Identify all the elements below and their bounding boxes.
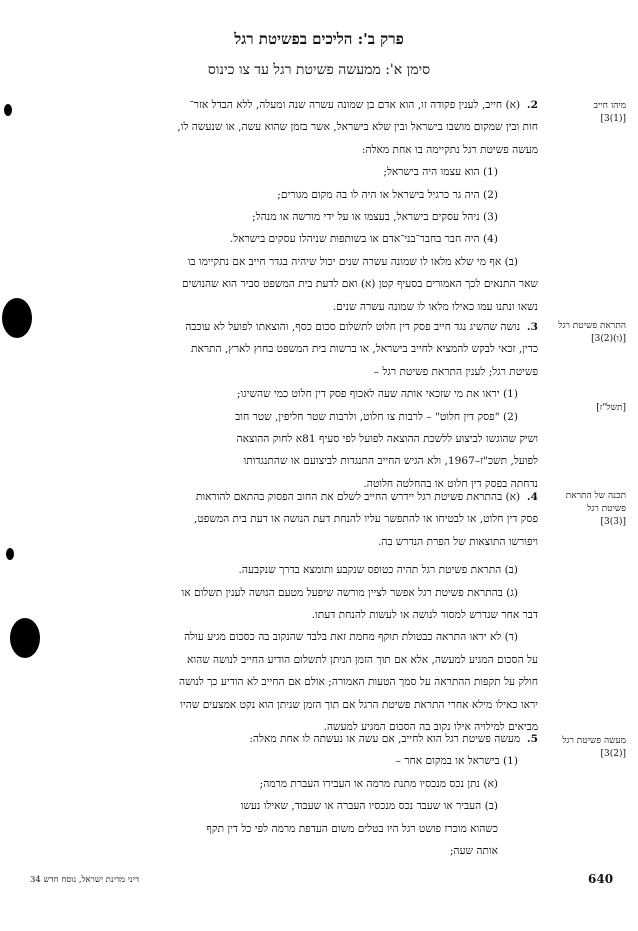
- section-2-item: (1) הוא עצמו היה בישראל;: [383, 166, 498, 179]
- section-3: [36, 316, 538, 495]
- section-4-a-line: 4. (א) בהתראת פשיטת רגל יידרש החייב לשלם את החוב הפסוק בהתאם להוראות: [195, 491, 538, 503]
- section-4-d-line: יראו כאילו מילא אחרי התראת פשיטת הרגל אם תוך הזמן שניתן הוא נקט אמצעים שהיו: [180, 698, 538, 711]
- punch-hole-mark: [10, 618, 40, 658]
- scan-mark: [6, 548, 14, 560]
- section-3-item-line: נדחתה בפסק דין חלוט או בהחלטה חלוטה.: [363, 477, 538, 490]
- section-4: [36, 486, 538, 738]
- section-2-a-line: חות ובין שמקום מושבו בישראל ובין שלא בישראל, אשר בזמן שהוא עשה, או שנעשה לו,: [177, 121, 538, 134]
- margin-note-who-is-debtor: [546, 100, 626, 126]
- margin-note-label: התראת פשיטת רגל: [558, 321, 626, 331]
- section-5-subitem: (ב) העביר או שעבד נכס מנכסיו העברה או שעבוד, שאילו נעשו: [240, 800, 498, 813]
- chapter-title: פרק ב': הליכים בפשיטת רגל: [234, 30, 404, 48]
- section-4-b-line: (ב) התראת פשיטת רגל תהיה כטופס שנקבע ותומצא בדרך שנקבעה.: [238, 564, 518, 577]
- section-3-item-line: לפועל, תשכ"ז–1967, ולא הגיש החייב התנגדות לביצועם או שהתנגדותו: [243, 455, 538, 468]
- section-2-b-line: (ב) אף מי שלא מלאו לו שמונה עשרה שנים יכול שיהיה בגדר חייב אם נתקיימו בו: [187, 255, 518, 268]
- margin-note-ref: [(1)3]: [600, 114, 626, 124]
- section-4-d-line: מביאים למילויה אילו נקוב בה הסכום המגיע למעשה.: [323, 721, 538, 734]
- section-4-d-line: על הסכום המגיע למעשה, אלא אם תוך הזמן הניתן לתשלום הודיע החייב לנושה שהוא: [187, 653, 538, 666]
- section-4-a-line: ויפורשו התוצאות של הפרת הנדרש בה.: [377, 535, 538, 548]
- section-4-c-line: (ג) בהתראת פשיטת רגל אפשר לציין מורשה שיפעל מטעם הנושה לענין תשלום או: [181, 586, 518, 599]
- section-5-item: (1) בישראל או במקום אחר –: [395, 755, 518, 768]
- section-2-item: (3) ניהל עסקים בישראל, בעצמו או על ידי מורשה או מנהל;: [252, 211, 498, 224]
- margin-note-act-of-bankruptcy: [546, 735, 626, 761]
- section-number: 2.: [526, 99, 538, 111]
- margin-note-label: תכנה של התראת פשיטת רגל: [565, 491, 626, 514]
- section-2-b-line: נשאו ונתנו עמו כאילו מלאו לו שמונה עשרה שנים.: [332, 300, 538, 313]
- section-2-a-line: 2. (א) חייב, לענין פקודה זו, הוא אדם בן שמונה עשרה שנה ומעלה, ללא הבדל אזר־: [189, 99, 538, 111]
- section-5-intro: 5. מעשה פשיטת רגל הוא לחייב, אם עשה או נעשתה לו אחת מאלה:: [249, 733, 538, 745]
- margin-note-ref: [(2)3]: [600, 749, 626, 759]
- section-3-line: כדין, זכאי לבקש להמציא לחייב בישראל, או ברשות בית המשפט בחוץ לארץ, התראת: [191, 343, 538, 356]
- section-3-line: פשיטת רגל; לענין התראת פשיטת רגל –: [373, 365, 538, 378]
- section-2-b-line: שאר התנאים לכך האמורים בסעיף קטן (א) ואם לדעת בית המשפט סביר הוא שהנושים: [181, 278, 538, 291]
- punch-hole-mark: [2, 298, 32, 338]
- section-5: [36, 728, 538, 862]
- section-4-d-line: חולק על תקפות ההתראה על סמך הטעות האמורה; אולם אם החייב לא הודיע כך לנושה: [179, 676, 538, 689]
- section-3-item: (1) יראו את מי שזכאי אותה שעה לאכוף פסק דין חלוט כמי שהשיגו;: [236, 388, 518, 401]
- scan-mark: [4, 104, 12, 116]
- section-4-c-line: דבר אחר שנדרש למסור לנושה או לעשות להנחת דעתו.: [311, 609, 538, 622]
- section-3-item-line: ושיק שהוגשו לביצוע ללשכת ההוצאה לפועל לפי סעיף 81א לחוק ההוצאה: [236, 433, 538, 446]
- section-5-subitem: (א) נתן נכס מנכסיו מתנת מרמה או העבירו העברת מרמה;: [259, 777, 498, 790]
- margin-note-ref: [(3)3]: [600, 517, 626, 527]
- section-5-subitem-line: כשהוא מוכרז פושט רגל היו בטלים משום העדפת מרמה לפי כל דין תקף: [206, 822, 498, 835]
- section-number: 5.: [526, 733, 538, 745]
- section-4-d-line: (ד) לא יראו התראה כבטולת תוקף מחמת זאת בלבד שהנקוב בה כסכום מגיע עולה: [184, 631, 518, 644]
- section-4-a-line: פסק דין חלוט, או לבטיחו או להתפשר עליו להנחת דעת הנושה או דעת בית המשפט,: [194, 513, 538, 526]
- margin-note-label: מיהו חייב: [593, 101, 626, 111]
- section-2-a-line: מעשה פשיטת רגל נתקיימה בו אחת מאלה:: [361, 143, 538, 156]
- section-2-item: (2) היה גר כרגיל בישראל או היה לו בה מקום מגורים;: [277, 188, 498, 201]
- section-title: סימן א': ממעשה פשיטת רגל עד צו כינוס: [207, 62, 431, 78]
- section-2-item: (4) היה חבר בחבר־בני־אדם או בשותפות שניהלו עסקים בישראל.: [229, 233, 498, 246]
- margin-note-bankruptcy-notice: [546, 320, 626, 346]
- section-2: [36, 94, 538, 318]
- section-number: 3.: [526, 321, 538, 333]
- margin-note-label: [תשל"ז]: [596, 403, 626, 413]
- margin-note-year: [546, 402, 626, 415]
- section-5-subitem-line: אותה שעה;: [449, 845, 498, 858]
- source-citation: דיני מדינת ישראל, נוסח חדש 34: [30, 875, 140, 885]
- section-number: 4.: [526, 491, 538, 503]
- margin-note-ref: [(ו)(2)3]: [591, 334, 626, 344]
- margin-note-notice-content: [546, 490, 626, 529]
- margin-note-label: מעשה פשיטת רגל: [562, 736, 626, 746]
- section-3-item: (2) "פסק דין חלוט" – לרבות צו חלוט, ולרבות שטר חליפין, שטר חוב: [235, 410, 518, 423]
- page-number: 640: [588, 872, 614, 886]
- section-3-line: 3. נושה שהשיג נגד חייב פסק דין חלוט לתשלום סכום כסף, והוצאתו לפועל לא עוכבה: [185, 321, 538, 333]
